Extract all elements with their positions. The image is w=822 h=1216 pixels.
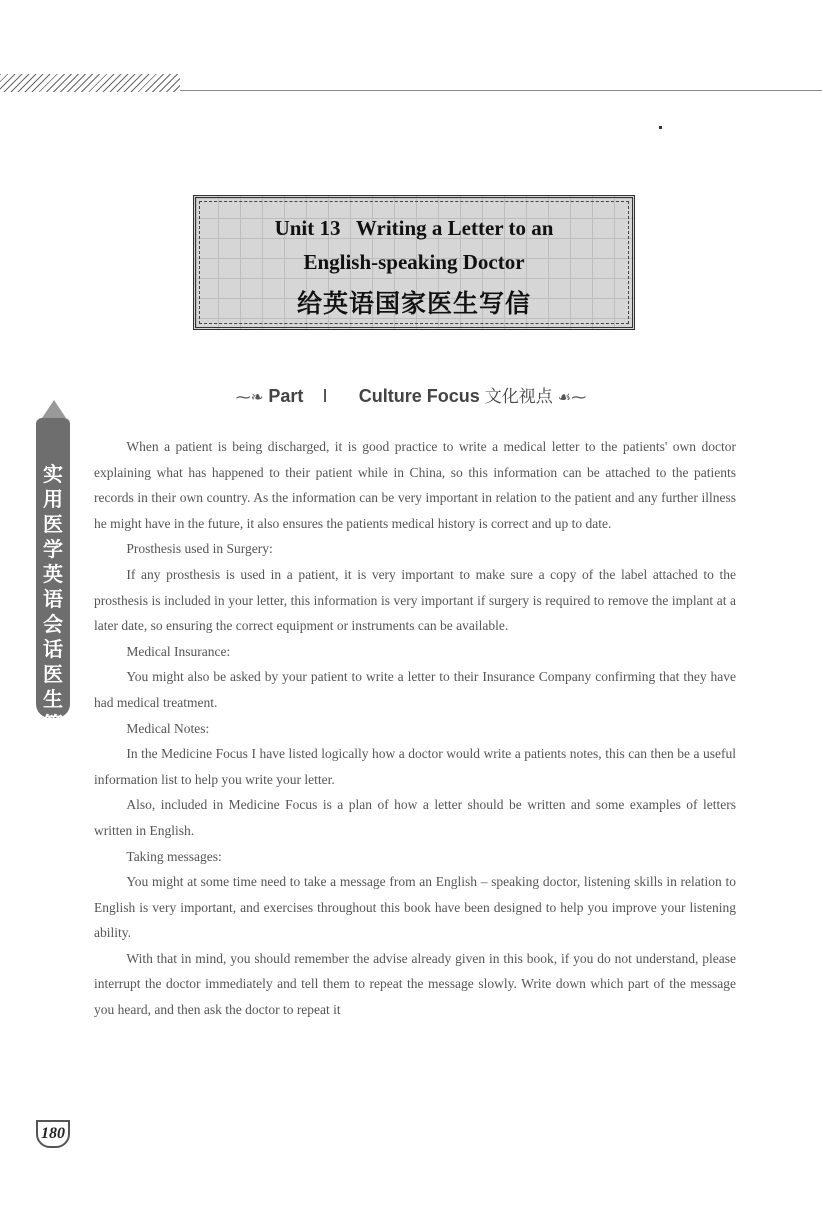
page-number: 180 bbox=[36, 1120, 70, 1148]
body-text bbox=[94, 434, 736, 1023]
part-title-chinese: 文化视点 bbox=[484, 387, 553, 407]
subheading-prosthesis: Prosthesis used in Surgery: bbox=[126, 541, 273, 557]
paragraph: You might at some time need to take a message from an English – speaking doctor, listening skills in relation to English is very important, and exercises throughout this book have been designed to help you improve your listening ability. bbox=[94, 874, 736, 941]
side-tab bbox=[36, 400, 70, 1142]
book-title-vertical: 实用医学英语会话 医生篇 bbox=[43, 462, 63, 736]
subheading-notes: Medical Notes: bbox=[126, 720, 210, 736]
paragraph: When a patient is being discharged, it is good practice to write a medical letter to the patients' own doctor explaining what has happened to their patient while in China, so this information can be attached to the patients records in their own country. As the information can be very important in relation to the patient and any further illness he might have in the future, it also ensures the patients medical history is correct and up to date. bbox=[94, 439, 736, 531]
unit-title-chinese: 给英语国家医生写信 bbox=[296, 289, 531, 318]
unit-title-line-1: Unit 13 Writing a Letter to an bbox=[274, 216, 554, 240]
paragraph: If any prosthesis is used in a patient, it is very important to make sure a copy of the label attached to the prosthesis is included in your letter, this information is very important if surgery is required to remove the implant at a later date, so ensuring the correct equipment or instruments can be available. bbox=[94, 566, 736, 634]
subheading-messages: Taking messages: bbox=[126, 848, 222, 864]
paragraph: In the Medicine Focus I have listed logically how a doctor would write a patients notes, this can then be a useful information list to help you write your letter. bbox=[94, 746, 736, 787]
unit-title-line-2: English-speaking Doctor bbox=[303, 250, 525, 274]
part-heading bbox=[0, 382, 822, 407]
header-rule bbox=[180, 90, 822, 91]
header-hatch-decoration bbox=[0, 74, 180, 92]
part-number: Ⅰ bbox=[322, 386, 328, 406]
paragraph: Also, included in Medicine Focus is a plan of how a letter should be written and some examples of letters written in English. bbox=[94, 797, 736, 838]
unit-title-box bbox=[193, 195, 635, 330]
paragraph: You might also be asked by your patient to write a letter to their Insurance Company confirming that they have had medical treatment. bbox=[94, 669, 736, 710]
part-title: Culture Focus bbox=[358, 386, 480, 406]
speck-mark bbox=[659, 126, 662, 129]
arrow-up-icon bbox=[42, 400, 66, 418]
right-leaf-ornament-icon: ☙⁓ bbox=[557, 389, 587, 406]
part-label: Part bbox=[268, 386, 304, 406]
subheading-insurance: Medical Insurance: bbox=[126, 643, 231, 659]
left-leaf-ornament-icon: ⁓❧ bbox=[235, 389, 264, 406]
paragraph: With that in mind, you should remember the advise already given in this book, if you do not understand, please interrupt the doctor immediately and tell them to repeat the message slowly. Write down which part of the message you heard, and then ask the doctor to repeat it bbox=[94, 950, 736, 1018]
